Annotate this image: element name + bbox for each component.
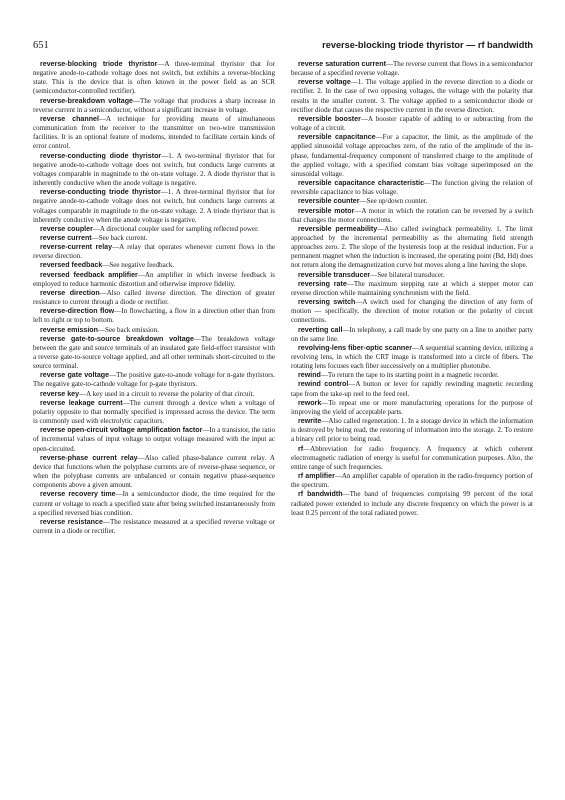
entry-definition: To repeat one or more manufacturing operations for the purpose of improving the yield of acceptable parts. [291,398,533,416]
entry-term: rf [298,444,304,453]
entry-dash: — [98,114,107,123]
entry-dash: — [303,444,311,453]
entry-dash: — [375,133,383,142]
entry-term: reversible transducer [298,270,371,279]
entry-term: rewind [298,371,321,380]
left-column [33,60,275,536]
dictionary-entry [291,133,533,179]
entry-definition: A relay that operates whenever current flows in the reverse direction. [33,243,275,261]
entry-term: reverse emission [40,325,98,334]
entry-definition: The resistance measured at a specified reverse voltage or current in a diode or rectifier. [33,517,275,535]
entry-term: rf bandwidth [298,490,343,499]
entry-definition: The positive gate-to-anode voltage for n-gate thyristors. The negative gate-to-cathode voltage for p-gate thyristors. [33,371,275,389]
entry-term: reverse saturation current [298,60,386,68]
dictionary-entry [33,307,275,325]
entry-term: reversed feedback [40,261,103,270]
dictionary-entry [33,335,275,372]
entry-dash: — [370,270,378,279]
entry-definition: See back emission. [105,325,159,334]
entry-dash: — [354,206,362,215]
right-column [291,60,533,518]
entry-dash: — [348,380,356,389]
entry-term: reverse-conducting triode thyristor [40,188,161,197]
entry-term: rf amplifier [298,472,335,481]
entry-term: reversible motor [298,206,355,215]
entry-dash: — [346,279,354,288]
entry-dash: — [91,233,99,242]
entry-dash: — [115,490,123,499]
entry-definition: See negative feedback. [109,261,175,270]
entry-term: rewind control [298,380,349,389]
entry-dash: — [321,417,329,426]
dictionary-entry [291,179,533,197]
entry-dash: — [92,224,100,233]
entry-definition: A three-terminal thyristor that for negative anode-to-cathode voltage does not switch, but exhibits a reverse-blocking state. This is the device that is often known in the power field as an SCR (semiconductor-controlled rectifier). [33,60,275,96]
entry-definition: A key used in a circuit to reverse the polarity of that circuit. [86,389,255,398]
entry-term: reverse-blocking triode thyristor [40,60,158,68]
entry-term: reverse voltage [298,78,351,87]
entry-dash: — [137,270,145,279]
dictionary-entry [291,207,533,225]
entry-term: reverse-breakdown voltage [40,96,133,105]
entry-term: reverse-direction flow [40,307,115,316]
entry-dash: — [342,325,350,334]
dictionary-entry [291,344,533,371]
entry-dash: — [424,179,432,188]
entry-dash: — [350,78,358,87]
dictionary-entry [291,78,533,115]
entry-definition: The maximum stepping rate at which a stepper motor can reverse direction while maintaining synchronism with the field. [291,279,533,297]
entry-dash: — [99,288,107,297]
entry-definition: For a capacitor, the limit, as the amplitude of the applied sinusoidal voltage approaches zero, of the ratio of the amplitude of the in-phase, fundamental-frequency component of transferred charge to the amplitude of the applied voltage, with a specified constant bias voltage superimposed on the sinusoidal voltage. [291,133,533,178]
page-number: 651 [33,40,49,51]
dictionary-entry [291,490,533,517]
dictionary-entry [33,289,275,307]
entry-definition: A motor in which the rotation can be reversed by a switch that changes the motor connections. [291,206,533,224]
dictionary-entry [291,271,533,280]
entry-definition: The band of frequencies comprising 99 percent of the total radiated power extended to include any discrete frequency on which the power is at least 0.25 percent of the total radiated power. [291,490,533,517]
dictionary-entry [33,518,275,536]
entry-term: reversing switch [298,298,356,307]
entry-dash: — [202,426,210,435]
entry-dash: — [411,343,420,352]
running-head: reverse-blocking triode thyristor — rf bandwidth [322,40,533,50]
entry-term: reverse recovery time [40,490,116,499]
entry-dash: — [122,398,130,407]
dictionary-entry [33,490,275,517]
entry-dash: — [137,453,145,462]
dictionary-entry [33,371,275,389]
entry-term: reversible permeability [298,224,378,233]
entry-definition: Also called swingback permeability. 1. The limit approached by the incremental permeability as the alternating field strength approaches zero. 2. The slope of the hysteresis loop at the residual induction. For a permanent magnet when the induction is increased, the operating point (Bd, Hd) does not return along the demagnetization curve but moves along a line having the slope. [291,224,533,270]
entry-dash: — [133,96,141,105]
entry-definition: The function giving the relation of reversible capacitance to bias voltage. [291,179,534,197]
dictionary-entry [291,417,533,444]
dictionary-entry [33,261,275,270]
dictionary-entry [291,197,533,206]
entry-definition: In a transistor, the ratio of incremental values of input voltage to output voltage measured with the input ac open-circuited. [33,426,275,453]
entry-definition: A sequential scanning device, utilizing a revolving lens, in which the CRT image is transformed into a circle of fibers. The rotating lens focuses each fiber successively on a multiplier phototube. [291,343,533,371]
dictionary-entry [33,234,275,243]
entry-dash: — [355,298,363,307]
dictionary-entry [33,454,275,491]
entry-definition: A switch used for changing the direction of any form of motion — specifically, the direction of motor rotation or the polarity of circuit connections. [291,298,533,325]
entry-definition: See back current. [98,233,148,242]
entry-definition: The current through a device when a voltage of polarity opposite to that normally specified is impressed across the device. The term is commonly used with electrolytic capacitors. [33,398,275,426]
dictionary-entry [33,426,275,453]
dictionary-entry [291,472,533,490]
entry-definition: 1. A two-terminal thyristor that for negative anode-to-cathode voltage does not switch, but conducts large currents at voltages comparable in magnitude to the on-state voltage. 2. A diode thyristor that is inherently conductive when the anode voltage is negative. [33,151,275,188]
entry-term: reversible counter [298,197,360,206]
entry-dash: — [102,517,110,526]
entry-term: reverse leakage current [40,398,123,407]
entry-definition: An amplifier in which inverse feedback is employed to reduce harmonic distortion and otherwise improve fidelity. [33,270,275,288]
entry-term: reverse channel [40,114,99,123]
dictionary-entry [33,60,275,97]
entry-dash: — [320,371,328,380]
entry-term: reversible booster [298,114,361,123]
entry-definition: See bilateral transducer. [377,270,445,279]
entry-term: reverse coupler [40,224,93,233]
entry-definition: In flowcharting, a flow in a direction other than from left to right or top to bottom. [33,307,275,325]
entry-dash: — [102,261,110,270]
entry-definition: 1. A three-terminal thyristor that for negative anode-to-cathode voltage does not switch, but conducts large currents at voltages comparable in magnitude to the on-state voltage. 2. A triode thyristor that is inherently conductive when the anode voltage is negative. [33,188,275,224]
entry-term: rewrite [298,417,322,426]
dictionary-entry [291,326,533,344]
dictionary-entry [33,326,275,335]
entry-term: revolving-lens fiber-optic scanner [298,343,412,352]
dictionary-entry [291,60,533,78]
entry-definition: A button or lever for rapidly rewinding magnetic recording tape from the take-up reel to the feed reel. [291,380,533,398]
dictionary-entry [33,399,275,426]
entry-term: reversible capacitance [298,133,376,142]
dictionary-entry [33,188,275,225]
entry-term: reverse-phase current relay [40,453,138,462]
entry-definition: Also called regeneration. 1. In a storage device in which the information is destroyed by being read, the restoring of information into the storage. 2. To restore a binary cell prior to being read. [291,417,533,444]
entry-dash: — [157,60,165,68]
entry-term: reverse gate-to-source breakdown voltage [40,334,194,343]
entry-definition: A directional coupler used for sampling reflected power. [99,224,259,233]
entry-dash: — [360,114,368,123]
entry-dash: — [377,224,385,233]
entry-term: reverting call [298,325,343,334]
entry-dash: — [109,371,117,380]
entry-term: rework [298,398,322,407]
entry-definition: To return the tape to its starting point in a magnetic recorder. [327,371,499,380]
entry-definition: See up/down counter. [366,197,428,206]
dictionary-entry [291,371,533,380]
entry-dash: — [193,334,201,343]
dictionary-entry [291,445,533,472]
dictionary-entry [33,390,275,399]
entry-dash: — [160,188,168,197]
entry-definition: The breakdown voltage between the gate and source terminals of an insulated gate field-effect transistor with a reverse gate-to-source voltage applied, and all other terminals short-circuited to the source terminal. [33,334,275,371]
dictionary-entry [33,243,275,261]
entry-dash: — [161,151,169,160]
entry-definition: In a semiconductor diode, the time required for the current or voltage to reach a specified state after being switched instantaneously from a specified reversed bias condition. [33,490,275,517]
entry-dash: — [114,307,122,316]
entry-term: reverse resistance [40,517,103,526]
dictionary-entry [291,298,533,325]
page-header [33,40,533,54]
entry-definition: A booster capable of adding to or subtracting from the voltage of a circuit. [291,114,533,133]
entry-dash: — [385,60,393,68]
entry-dash: — [334,472,342,481]
entry-term: reversed feedback amplifier [40,270,138,279]
entry-dash: — [79,389,87,398]
entry-dash: — [97,325,106,334]
entry-definition: The voltage that produces a sharp increase in reverse current in a semiconductor, without a significant increase in voltage. [33,96,275,114]
dictionary-entry [33,152,275,189]
dictionary-entry [291,115,533,133]
entry-definition: Abbreviation for radio frequency. A frequency at which coherent electromagnetic radiation of energy is useful for communication purposes. Also, the entire range of such frequencies. [291,444,533,471]
entry-term: reverse gate voltage [40,371,110,380]
entry-term: reverse-conducting diode thyristor [40,151,162,160]
entry-term: reverse-current relay [40,243,113,252]
dictionary-entry [33,97,275,115]
entry-term: reverse key [40,389,80,398]
entry-dash: — [112,243,120,252]
entry-dash: — [342,490,350,499]
dictionary-entry [291,225,533,271]
dictionary-entry [33,225,275,234]
entry-definition: Also called phase-balance current relay. A device that functions when the polyphase currents are of reverse-phase sequence, or when the polyphase currents are unbalanced or contain negative phase-sequence components above a given amount. [33,453,275,490]
entry-definition: Also called inverse direction. The direction of greater resistance to current through a diode or rectifier. [33,288,275,307]
entry-dash: — [321,398,329,407]
dictionary-entry [291,280,533,298]
entry-term: reversing rate [298,279,347,288]
dictionary-entry [291,380,533,398]
dictionary-entry [33,115,275,152]
entry-term: reverse open-circuit voltage amplification factor [40,426,203,435]
entry-dash: — [359,197,367,206]
dictionary-entry [291,399,533,417]
entry-definition: 1. The voltage applied in the reverse direction to a diode or rectifier. 2. In the case of two opposing voltages, the voltage with the polarity that results in the smaller current. 3. The voltage applied to a semiconductor diode or rectifier diode that causes the respective current in the reverse direction. [291,78,533,114]
dictionary-entry [33,271,275,289]
entry-term: reverse direction [40,288,100,297]
entry-term: reversible capacitance characteristic [298,179,425,188]
entry-definition: An amplifier capable of operation in the radio-frequency portion of the spectrum. [291,472,533,490]
entry-definition: A technique for providing means of simultaneous communication from the receiver to the transmitter on two-wire transmission facilities. It is an optional feature of modems, intended to facilitate certain kinds of error control. [33,114,275,151]
entry-definition: The reverse current that flows in a semiconductor because of a specified reverse voltage. [291,60,534,78]
entry-term: reverse current [40,233,92,242]
entry-definition: In telephony, a call made by one party on a line to another party on the same line. [291,325,533,343]
